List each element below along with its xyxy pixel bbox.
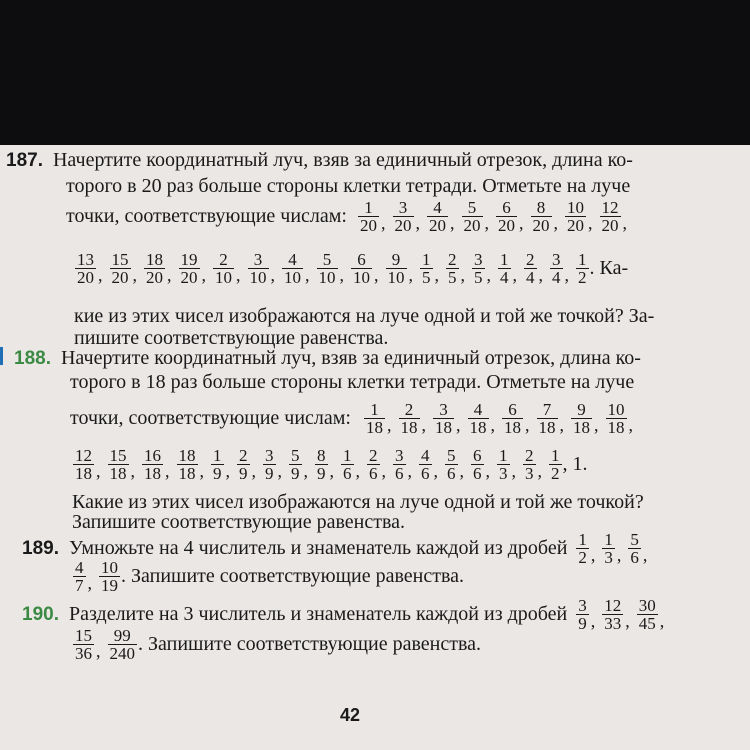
numerator: 3 bbox=[395, 446, 404, 465]
numerator: 4 bbox=[421, 446, 430, 465]
ex188-line2 bbox=[70, 371, 750, 394]
comma: , bbox=[590, 545, 596, 565]
numerator: 6 bbox=[508, 400, 517, 419]
comma: , bbox=[625, 611, 630, 631]
numerator: 2 bbox=[526, 250, 535, 269]
ex187-tail: . Ка- bbox=[589, 257, 629, 279]
comma: , bbox=[381, 461, 386, 481]
comma: , bbox=[538, 265, 543, 285]
denominator: 45 bbox=[638, 614, 656, 633]
denominator: 9 bbox=[291, 464, 300, 483]
fraction bbox=[177, 447, 198, 482]
denominator: 20 bbox=[180, 268, 198, 287]
numerator: 15 bbox=[109, 446, 127, 465]
comma: , bbox=[374, 265, 379, 285]
denominator: 18 bbox=[400, 418, 418, 437]
numerator: 15 bbox=[75, 626, 92, 645]
textbook-page bbox=[0, 145, 750, 750]
numerator: 1 bbox=[370, 400, 379, 419]
comma: , bbox=[199, 461, 204, 481]
denominator: 4 bbox=[526, 268, 535, 287]
denominator: 20 bbox=[463, 216, 481, 235]
comma: , bbox=[642, 545, 648, 565]
denominator: 18 bbox=[366, 418, 383, 437]
denominator: 20 bbox=[111, 268, 129, 287]
ex188-fractions-row1 bbox=[363, 401, 639, 436]
numerator: 12 bbox=[75, 446, 92, 465]
denominator: 20 bbox=[360, 216, 377, 235]
fraction bbox=[75, 251, 96, 286]
numerator: 1 bbox=[499, 446, 508, 465]
comma: , bbox=[387, 415, 392, 435]
numerator: 2 bbox=[369, 446, 378, 465]
ex189-line2 bbox=[72, 559, 750, 594]
denominator: 5 bbox=[422, 268, 431, 287]
numerator: 1 bbox=[604, 530, 613, 549]
denominator: 10 bbox=[284, 268, 301, 287]
denominator: 3 bbox=[499, 464, 508, 483]
denominator: 18 bbox=[109, 464, 127, 483]
fraction bbox=[211, 447, 224, 482]
fraction bbox=[549, 447, 562, 482]
numerator: 3 bbox=[439, 400, 448, 419]
fraction bbox=[393, 447, 406, 482]
comma: , bbox=[408, 265, 413, 285]
denominator: 6 bbox=[369, 464, 378, 483]
numerator: 6 bbox=[502, 198, 511, 217]
comma: , bbox=[564, 265, 569, 285]
fraction bbox=[73, 627, 94, 662]
comma: , bbox=[537, 461, 542, 481]
ex190-line2 bbox=[72, 627, 750, 662]
comma: , bbox=[96, 461, 101, 481]
ex189-text1: Умножьте на 4 числитель и знаменатель каждой из дробей bbox=[68, 537, 568, 559]
numerator: 7 bbox=[542, 400, 552, 419]
fraction bbox=[471, 447, 484, 482]
fraction bbox=[99, 559, 120, 594]
comma: , bbox=[616, 545, 622, 565]
ex188-text1: Начертите координатный луч, взяв за единичный отрезок, длина ко- bbox=[60, 347, 641, 369]
fraction bbox=[462, 199, 483, 234]
numerator: 2 bbox=[525, 446, 534, 465]
denominator: 18 bbox=[573, 418, 590, 437]
ex187-fractions-row1 bbox=[357, 199, 633, 234]
comma: , bbox=[490, 415, 495, 435]
numerator: 1 bbox=[578, 250, 587, 269]
ex188-line3 bbox=[70, 401, 750, 436]
denominator: 9 bbox=[578, 614, 587, 633]
denominator: 3 bbox=[604, 548, 613, 567]
comma: , bbox=[201, 265, 206, 285]
comma: , bbox=[251, 461, 256, 481]
comma: , bbox=[236, 265, 241, 285]
ex189-text2: . Запишите соответствующие равенства. bbox=[121, 565, 465, 587]
comma: , bbox=[525, 415, 530, 435]
comma: , bbox=[628, 415, 633, 435]
fraction bbox=[399, 401, 420, 436]
denominator: 10 bbox=[215, 268, 232, 287]
comma: , bbox=[433, 461, 438, 481]
denominator: 20 bbox=[394, 216, 412, 235]
comma: , bbox=[407, 461, 412, 481]
fraction bbox=[315, 447, 328, 482]
numerator: 1 bbox=[551, 446, 560, 465]
numerator: 9 bbox=[577, 400, 586, 419]
denominator: 18 bbox=[504, 418, 521, 437]
denominator: 6 bbox=[343, 464, 352, 483]
numerator: 3 bbox=[552, 250, 561, 269]
denominator: 18 bbox=[435, 418, 452, 437]
ex187-text6: пишите соответствующие равенства. bbox=[74, 327, 389, 349]
ex187-number: 187. bbox=[6, 149, 43, 171]
fraction bbox=[571, 401, 592, 436]
numerator: 1 bbox=[500, 250, 509, 269]
ex190-text2: . Запишите соответствующие равенства. bbox=[138, 633, 482, 655]
numerator: 4 bbox=[433, 198, 442, 217]
numerator: 18 bbox=[146, 250, 163, 269]
denominator: 10 bbox=[353, 268, 370, 287]
comma: , bbox=[98, 265, 103, 285]
ex188-text5: Какие из этих чисел изображаются на луче одной и той же точкой? bbox=[72, 491, 644, 513]
numerator: 4 bbox=[288, 250, 297, 269]
denominator: 5 bbox=[474, 268, 483, 287]
numerator: 9 bbox=[391, 250, 401, 269]
ex188-fractions-row2 bbox=[72, 447, 563, 482]
denominator: 10 bbox=[249, 268, 267, 287]
numerator: 6 bbox=[357, 250, 366, 269]
denominator: 20 bbox=[77, 268, 94, 287]
denominator: 18 bbox=[538, 418, 556, 437]
fraction bbox=[496, 199, 517, 234]
numerator: 5 bbox=[467, 198, 477, 217]
comma: , bbox=[130, 461, 135, 481]
numerator: 3 bbox=[474, 250, 483, 269]
comma: , bbox=[512, 265, 517, 285]
ex187-line2 bbox=[66, 175, 750, 198]
comma: , bbox=[485, 461, 490, 481]
comma: , bbox=[270, 265, 275, 285]
denominator: 20 bbox=[567, 216, 584, 235]
numerator: 30 bbox=[638, 596, 656, 615]
fraction bbox=[606, 401, 627, 436]
numerator: 5 bbox=[630, 530, 639, 549]
denominator: 2 bbox=[578, 548, 587, 567]
fraction bbox=[367, 447, 380, 482]
denominator: 6 bbox=[473, 464, 482, 483]
denominator: 6 bbox=[395, 464, 404, 483]
comma: , bbox=[484, 213, 489, 233]
comma: , bbox=[511, 461, 516, 481]
numerator: 5 bbox=[447, 446, 456, 465]
denominator: 4 bbox=[500, 268, 509, 287]
fraction bbox=[446, 251, 459, 286]
numerator: 10 bbox=[607, 400, 625, 419]
fraction bbox=[600, 199, 621, 234]
numerator: 8 bbox=[536, 198, 546, 217]
ex187-text1: Начертите координатный луч, взяв за единичный отрезок, длина ко- bbox=[52, 149, 633, 171]
ex188-line1 bbox=[0, 347, 750, 370]
numerator: 16 bbox=[144, 446, 161, 465]
denominator: 5 bbox=[448, 268, 457, 287]
numerator: 1 bbox=[343, 446, 352, 465]
ex187-text5: кие из этих чисел изображаются на луче одной и той же точкой? За- bbox=[74, 305, 655, 327]
numerator: 1 bbox=[213, 446, 222, 465]
fraction bbox=[289, 447, 302, 482]
fraction bbox=[419, 447, 432, 482]
comma: , bbox=[450, 213, 455, 233]
comma: , bbox=[421, 415, 426, 435]
fraction bbox=[433, 401, 454, 436]
comma: , bbox=[460, 265, 465, 285]
numerator: 18 bbox=[178, 446, 196, 465]
ex189-number: 189. bbox=[22, 537, 59, 559]
denominator: 33 bbox=[604, 614, 622, 633]
comma: , bbox=[590, 611, 596, 631]
denominator: 20 bbox=[146, 268, 163, 287]
fraction bbox=[282, 251, 303, 286]
fraction bbox=[263, 447, 276, 482]
numerator: 2 bbox=[239, 446, 248, 465]
page-number: 42 bbox=[340, 705, 361, 725]
numerator: 4 bbox=[75, 558, 84, 577]
ex187-line1 bbox=[0, 149, 750, 172]
numerator: 1 bbox=[578, 530, 587, 549]
denominator: 18 bbox=[75, 464, 92, 483]
denominator: 20 bbox=[429, 216, 446, 235]
fraction bbox=[73, 559, 86, 594]
ex188-tail: , 1. bbox=[562, 453, 588, 475]
fraction bbox=[524, 251, 537, 286]
numerator: 2 bbox=[448, 250, 457, 269]
denominator: 18 bbox=[469, 418, 487, 437]
fraction bbox=[531, 199, 552, 234]
comma: , bbox=[415, 213, 420, 233]
comma: , bbox=[659, 611, 665, 631]
fraction bbox=[537, 401, 558, 436]
ex190-text1: Разделите на 3 числитель и знаменатель каждой из дробей bbox=[68, 603, 568, 625]
numerator: 5 bbox=[322, 250, 332, 269]
numerator: 15 bbox=[111, 250, 129, 269]
fraction bbox=[468, 401, 489, 436]
denominator: 18 bbox=[178, 464, 196, 483]
comma: , bbox=[225, 461, 230, 481]
comma: , bbox=[277, 461, 282, 481]
denominator: 20 bbox=[498, 216, 515, 235]
fraction bbox=[550, 251, 563, 286]
denominator: 10 bbox=[318, 268, 336, 287]
numerator: 3 bbox=[265, 446, 274, 465]
ex187-line3 bbox=[66, 199, 750, 234]
comma: , bbox=[87, 573, 92, 593]
denominator: 3 bbox=[525, 464, 534, 483]
fraction bbox=[364, 401, 385, 436]
comma: , bbox=[381, 213, 386, 233]
denominator: 4 bbox=[552, 268, 561, 287]
comma: , bbox=[132, 265, 137, 285]
numerator: 13 bbox=[77, 250, 94, 269]
numerator: 12 bbox=[601, 198, 619, 217]
fraction bbox=[142, 447, 163, 482]
fraction bbox=[472, 251, 485, 286]
fraction bbox=[576, 251, 589, 286]
numerator: 6 bbox=[473, 446, 482, 465]
fraction bbox=[358, 199, 379, 234]
numerator: 8 bbox=[317, 446, 326, 465]
fraction bbox=[179, 251, 200, 286]
ex188-line4 bbox=[72, 447, 750, 482]
numerator: 3 bbox=[398, 198, 408, 217]
fraction bbox=[73, 447, 94, 482]
fraction bbox=[498, 251, 511, 286]
comma: , bbox=[622, 213, 627, 233]
comma: , bbox=[303, 461, 308, 481]
fraction bbox=[213, 251, 234, 286]
numerator: 1 bbox=[364, 198, 373, 217]
comma: , bbox=[559, 415, 564, 435]
denominator: 2 bbox=[551, 464, 560, 483]
fraction bbox=[523, 447, 536, 482]
denominator: 18 bbox=[607, 418, 625, 437]
ex187-text2: торого в 20 раз больше стороны клетки тетради. Отметьте на луче bbox=[66, 175, 631, 197]
comma: , bbox=[434, 265, 439, 285]
numerator: 19 bbox=[180, 250, 198, 269]
denominator: 36 bbox=[75, 644, 92, 663]
numerator: 99 bbox=[113, 626, 131, 645]
comma: , bbox=[329, 461, 334, 481]
denominator: 7 bbox=[75, 576, 84, 595]
denominator: 9 bbox=[239, 464, 248, 483]
numerator: 2 bbox=[219, 250, 228, 269]
fraction bbox=[502, 401, 523, 436]
fraction bbox=[317, 251, 338, 286]
denominator: 19 bbox=[101, 576, 118, 595]
fraction bbox=[393, 199, 414, 234]
denominator: 2 bbox=[578, 268, 587, 287]
denominator: 240 bbox=[109, 644, 135, 663]
comma: , bbox=[165, 461, 170, 481]
ex188-number: 188. bbox=[14, 347, 51, 369]
comma: , bbox=[594, 415, 599, 435]
denominator: 6 bbox=[447, 464, 456, 483]
fraction bbox=[108, 627, 138, 662]
fraction bbox=[427, 199, 448, 234]
numerator: 2 bbox=[404, 400, 414, 419]
fraction bbox=[420, 251, 433, 286]
comma: , bbox=[456, 415, 461, 435]
denominator: 9 bbox=[265, 464, 274, 483]
denominator: 6 bbox=[421, 464, 430, 483]
ex187-line4 bbox=[74, 251, 750, 286]
comma: , bbox=[588, 213, 593, 233]
ex189-fractions-row2 bbox=[72, 559, 121, 594]
fraction bbox=[497, 447, 510, 482]
numerator: 1 bbox=[422, 250, 431, 269]
ex187-line5 bbox=[74, 305, 750, 328]
denominator: 9 bbox=[213, 464, 222, 483]
comma: , bbox=[355, 461, 360, 481]
fraction bbox=[565, 199, 586, 234]
fraction bbox=[445, 447, 458, 482]
numerator: 12 bbox=[604, 596, 622, 615]
denominator: 9 bbox=[317, 464, 326, 483]
comma: , bbox=[553, 213, 558, 233]
ex188-text2: торого в 18 раз больше стороны клетки тетради. Отметьте на луче bbox=[70, 371, 635, 393]
ex188-text6: Запишите соответствующие равенства. bbox=[72, 511, 406, 533]
ex187-text3: точки, соответствующие числам: bbox=[66, 205, 347, 227]
fraction bbox=[144, 251, 165, 286]
comma: , bbox=[305, 265, 310, 285]
comma: , bbox=[96, 641, 101, 661]
denominator: 18 bbox=[144, 464, 161, 483]
fraction bbox=[248, 251, 269, 286]
ex190-fractions-row2 bbox=[72, 627, 138, 662]
denominator: 20 bbox=[532, 216, 550, 235]
comma: , bbox=[167, 265, 172, 285]
denominator: 10 bbox=[387, 268, 405, 287]
fraction bbox=[386, 251, 407, 286]
numerator: 10 bbox=[101, 558, 118, 577]
numerator: 10 bbox=[567, 198, 584, 217]
fraction bbox=[110, 251, 131, 286]
fraction bbox=[237, 447, 250, 482]
comma: , bbox=[459, 461, 464, 481]
numerator: 4 bbox=[473, 400, 483, 419]
denominator: 6 bbox=[630, 548, 639, 567]
numerator: 3 bbox=[253, 250, 263, 269]
comma: , bbox=[339, 265, 344, 285]
numerator: 5 bbox=[291, 446, 300, 465]
ex190-number: 190. bbox=[22, 603, 59, 625]
ex187-fractions-row2 bbox=[74, 251, 590, 286]
fraction bbox=[108, 447, 129, 482]
fraction bbox=[351, 251, 372, 286]
fraction bbox=[341, 447, 354, 482]
numerator: 3 bbox=[578, 596, 587, 615]
comma: , bbox=[519, 213, 524, 233]
denominator: 20 bbox=[601, 216, 619, 235]
ex188-text3: точки, соответствующие числам: bbox=[70, 407, 351, 429]
comma: , bbox=[486, 265, 491, 285]
